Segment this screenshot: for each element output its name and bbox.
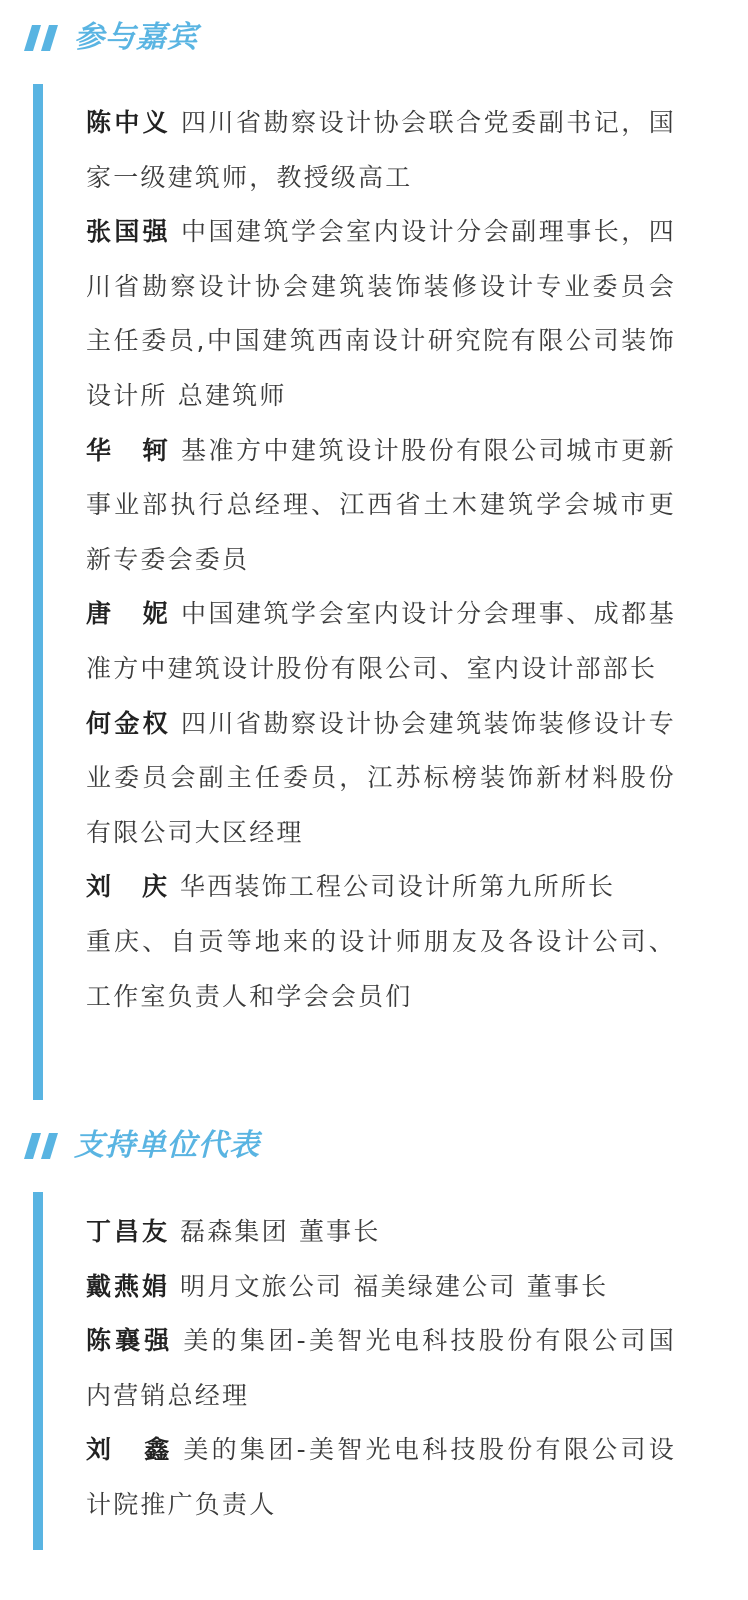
guest-desc: 中国建筑学会室内设计分会副理事长，四川省勘察设计协会建筑装饰装修设计专业委员会主任委员,中国建筑西南设计研究院有限公司装饰设计所 总建筑师 [86, 217, 676, 410]
double-slash-icon [22, 23, 66, 53]
guests-list [86, 96, 676, 1024]
guest-entry [86, 96, 676, 205]
guest-name: 何金权 [86, 708, 171, 738]
guest-entry [86, 205, 676, 423]
guest-name: 张国强 [86, 217, 171, 247]
guest-desc: 四川省勘察设计协会建筑装饰装修设计专业委员会副主任委员，江苏标榜装饰新材料股份有限公司大区经理 [86, 708, 676, 847]
guest-entry [86, 860, 676, 915]
guest-name: 华 轲 [86, 435, 171, 465]
support-accent-bar [33, 1192, 43, 1550]
support-entry [86, 1205, 676, 1260]
guest-desc: 中国建筑学会室内设计分会理事、成都基准方中建筑设计股份有限公司、室内设计部部长 [86, 599, 676, 683]
guests-closing [86, 915, 676, 1024]
guest-entry [86, 587, 676, 696]
support-desc: 磊森集团 董事长 [180, 1217, 381, 1246]
guests-accent-bar [33, 84, 43, 1100]
guest-name: 刘 庆 [86, 872, 171, 902]
support-desc: 明月文旅公司 福美绿建公司 董事长 [180, 1271, 609, 1301]
support-entry [86, 1260, 676, 1315]
support-title: 支持单位代表 [74, 1128, 260, 1163]
guest-name: 唐 妮 [86, 599, 171, 629]
support-name: 戴燕娟 [86, 1271, 171, 1301]
guest-entry [86, 697, 676, 861]
guest-desc: 基准方中建筑设计股份有限公司城市更新事业部执行总经理、江西省土木建筑学会城市更新专委会委员 [86, 435, 676, 574]
support-entry [86, 1423, 676, 1532]
support-name: 刘 鑫 [86, 1435, 174, 1465]
support-heading [22, 1124, 260, 1168]
support-desc: 美的集团-美智光电科技股份有限公司国内营销总经理 [86, 1326, 676, 1410]
guests-closing-text: 重庆、自贡等地来的设计师朋友及各设计公司、工作室负责人和学会会员们 [86, 926, 676, 1011]
support-entry [86, 1314, 676, 1423]
support-desc: 美的集团-美智光电科技股份有限公司设计院推广负责人 [86, 1435, 676, 1519]
guests-title: 参与嘉宾 [74, 20, 198, 55]
support-list [86, 1205, 676, 1533]
support-name: 陈襄强 [86, 1326, 174, 1356]
guest-name: 陈中义 [86, 108, 171, 137]
guest-entry [86, 424, 676, 588]
guest-desc: 四川省勘察设计协会联合党委副书记，国家一级建筑师，教授级高工 [86, 108, 676, 192]
support-name: 丁昌友 [86, 1217, 171, 1246]
guest-desc: 华西装饰工程公司设计所第九所所长 [180, 872, 616, 902]
double-slash-icon [22, 1131, 66, 1161]
guests-heading [22, 16, 198, 60]
